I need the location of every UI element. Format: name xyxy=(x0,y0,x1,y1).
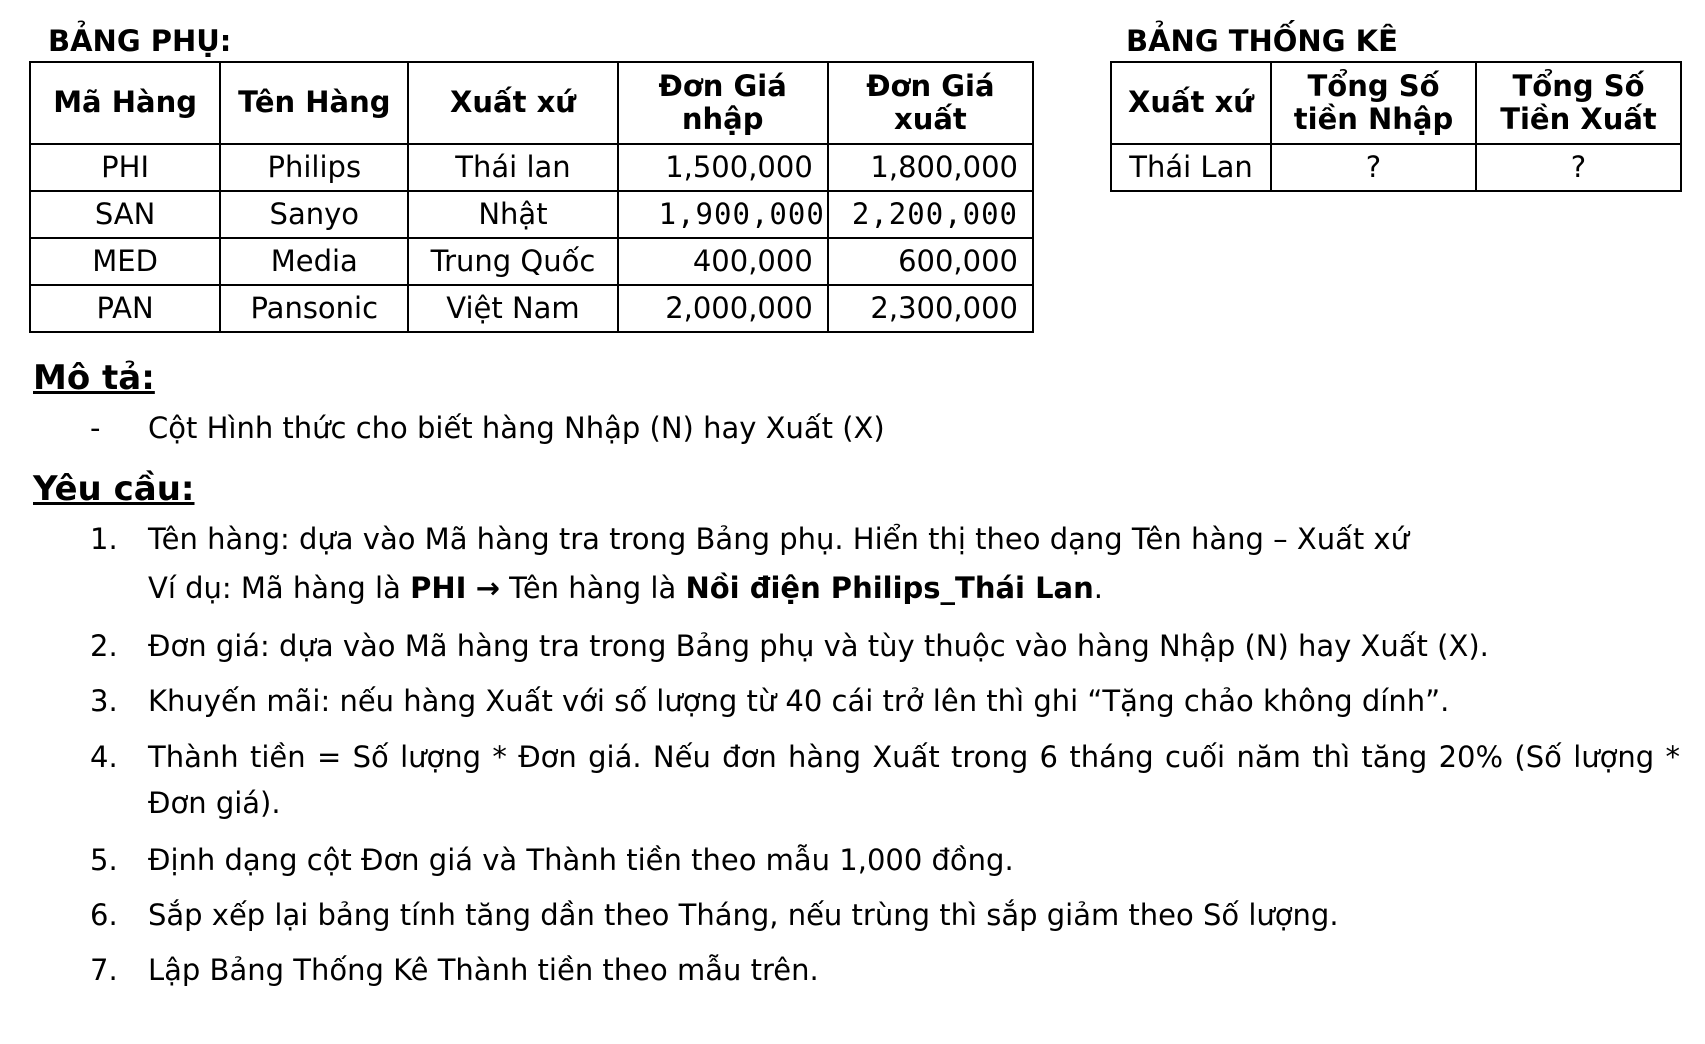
stats-table-header-row xyxy=(1111,62,1681,144)
description-bullet: - xyxy=(90,411,101,445)
requirement-number: 6. xyxy=(90,898,118,932)
requirement-text: Định dạng cột Đơn giá và Thành tiền theo mẫu 1,000 đồng. xyxy=(148,843,1014,877)
requirement-text: Lập Bảng Thống Kê Thành tiền theo mẫu trên. xyxy=(148,953,819,987)
aux-header-export-price: Đơn Giá xuất xyxy=(828,62,1033,144)
requirement-text: Khuyến mãi: nếu hàng Xuất với số lượng từ 40 cái trở lên thì ghi “Tặng chảo không dính”. xyxy=(148,684,1450,718)
example-code: PHI xyxy=(410,571,467,605)
aux-cell-import-price: 2,000,000 xyxy=(618,285,828,332)
aux-cell-code: PAN xyxy=(30,285,220,332)
requirement-example xyxy=(148,571,1103,606)
aux-cell-name: Media xyxy=(220,238,408,285)
aux-cell-code: PHI xyxy=(30,144,220,191)
aux-cell-export-price: 600,000 xyxy=(828,238,1033,285)
aux-cell-origin: Việt Nam xyxy=(408,285,617,332)
aux-cell-name: Sanyo xyxy=(220,191,408,238)
stats-cell-origin: Thái Lan xyxy=(1111,144,1271,191)
requirement-text: Sắp xếp lại bảng tính tăng dần theo Tháng, nếu trùng thì sắp giảm theo Số lượng. xyxy=(148,898,1339,932)
stats-header-total-export: Tổng Số Tiền Xuất xyxy=(1476,62,1681,144)
requirement-number: 5. xyxy=(90,843,118,877)
requirement-number: 3. xyxy=(90,684,118,718)
requirement-number: 1. xyxy=(90,522,118,556)
aux-cell-name: Pansonic xyxy=(220,285,408,332)
aux-cell-export-price: 2,300,000 xyxy=(828,285,1033,332)
aux-cell-export-price: 1,800,000 xyxy=(828,144,1033,191)
example-result: Nồi điện Philips_Thái Lan xyxy=(685,571,1094,605)
aux-cell-import-price: 1,900,000 xyxy=(618,191,828,238)
requirements-heading: Yêu cầu: xyxy=(33,469,195,509)
stats-cell-total-import: ? xyxy=(1271,144,1476,191)
aux-cell-code: SAN xyxy=(30,191,220,238)
description-text: Cột Hình thức cho biết hàng Nhập (N) hay Xuất (X) xyxy=(148,411,885,445)
table-row xyxy=(30,144,1033,191)
arrow-right-icon: → xyxy=(475,571,500,605)
aux-table-header-row xyxy=(30,62,1033,144)
aux-cell-name: Philips xyxy=(220,144,408,191)
table-row xyxy=(30,238,1033,285)
stats-header-origin: Xuất xứ xyxy=(1111,62,1271,144)
requirement-number: 7. xyxy=(90,953,118,987)
aux-header-code: Mã Hàng xyxy=(30,62,220,144)
aux-header-origin: Xuất xứ xyxy=(408,62,617,144)
aux-cell-origin: Thái lan xyxy=(408,144,617,191)
aux-cell-code: MED xyxy=(30,238,220,285)
aux-header-import-price: Đơn Giá nhập xyxy=(618,62,828,144)
example-middle: Tên hàng là xyxy=(499,571,686,605)
aux-cell-origin: Nhật xyxy=(408,191,617,238)
requirement-number: 2. xyxy=(90,629,118,663)
table-row xyxy=(30,191,1033,238)
requirement-text-continued: Đơn giá). xyxy=(148,786,281,820)
stats-table xyxy=(1110,61,1682,192)
requirement-number: 4. xyxy=(90,740,118,774)
stats-table-title: BẢNG THỐNG KÊ xyxy=(1126,24,1398,58)
aux-header-name: Tên Hàng xyxy=(220,62,408,144)
description-heading: Mô tả: xyxy=(33,358,155,398)
requirement-text: Tên hàng: dựa vào Mã hàng tra trong Bảng phụ. Hiển thị theo dạng Tên hàng – Xuất xứ xyxy=(148,522,1409,556)
aux-table xyxy=(29,61,1034,333)
aux-cell-import-price: 1,500,000 xyxy=(618,144,828,191)
example-suffix: . xyxy=(1093,571,1103,605)
aux-cell-import-price: 400,000 xyxy=(618,238,828,285)
table-row xyxy=(30,285,1033,332)
table-row xyxy=(1111,144,1681,191)
example-prefix: Ví dụ: Mã hàng là xyxy=(148,571,411,605)
aux-table-title: BẢNG PHỤ: xyxy=(48,24,232,58)
aux-cell-origin: Trung Quốc xyxy=(408,238,617,285)
requirement-text: Thành tiền = Số lượng * Đơn giá. Nếu đơn hàng Xuất trong 6 tháng cuối năm thì tăng 20% (Số lượng * xyxy=(148,740,1680,774)
aux-cell-export-price: 2,200,000 xyxy=(828,191,1033,238)
stats-cell-total-export: ? xyxy=(1476,144,1681,191)
requirement-text: Đơn giá: dựa vào Mã hàng tra trong Bảng phụ và tùy thuộc vào hàng Nhập (N) hay Xuất (X). xyxy=(148,629,1489,663)
stats-header-total-import: Tổng Số tiền Nhập xyxy=(1271,62,1476,144)
